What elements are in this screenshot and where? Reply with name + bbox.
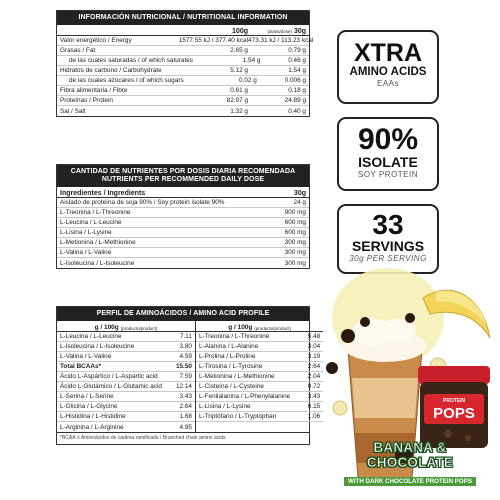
nutrition-value-100g: 1.54 g: [242, 57, 261, 64]
amino-row: [57, 382, 195, 392]
nutrition-label: de las cuales azúcares / of which sugars: [69, 77, 184, 84]
amino-head-left: g / 100g: [94, 324, 119, 331]
nutrition-row: [57, 46, 309, 56]
amino-value: 4.95: [179, 423, 192, 431]
amino-label: L-Metionina / L-Methionine: [198, 373, 275, 380]
amino-row: [196, 332, 323, 342]
amino-title: PERFIL DE AMINOÁCIDOS / AMINO ACID PROFILE: [57, 307, 309, 321]
dose-head-label: Ingredientes / Ingredients: [60, 190, 146, 197]
amino-value: 4.59: [179, 353, 192, 360]
nutrition-label: Fibra alimentaria / Fibre: [60, 87, 128, 94]
amino-value: 2.04: [307, 373, 321, 380]
nutrition-value-100g: 1577.55 kJ / 377.40 kcal: [178, 37, 248, 44]
nutrition-column-header: [57, 25, 309, 36]
badge-servings-small: 30g PER SERVING: [349, 254, 427, 263]
badge-xtra-big: XTRA: [353, 39, 423, 67]
nutrition-value-100g: 2.65 g: [230, 47, 248, 54]
dose-label: L-Isoleucina / L-Isoleucine: [60, 259, 135, 267]
badge-isolate-small: SOY PROTEIN: [357, 170, 419, 179]
amino-label: L-Lisina / L-Lysine: [198, 403, 251, 410]
dose-column-header: [57, 187, 309, 198]
nutrition-row: [57, 66, 309, 76]
dose-title: [57, 165, 309, 187]
nutrition-row: [57, 76, 309, 86]
amino-table: [56, 306, 321, 445]
amino-label: L-Prolina / L-Proline: [198, 353, 256, 360]
dose-table: [56, 164, 310, 269]
badge-xtra-amino: [337, 30, 439, 104]
nutrition-value-dose: 0.79 g: [288, 47, 306, 54]
amino-head-right: g / 100g: [228, 324, 253, 331]
amino-left-column: [57, 321, 195, 432]
dose-title-en: NUTRIENTS PER RECOMMENDED DAILY DOSE: [101, 176, 265, 183]
amino-label: Ácido L-Aspártico / L-Aspartic acid: [60, 373, 158, 380]
flavor-name: BANANA & CHOCOLATE: [366, 440, 454, 470]
nutrition-value-dose: 0.46 g: [288, 57, 306, 64]
amino-value: 3.19: [307, 353, 321, 360]
badge-isolate-mid: ISOLATE: [358, 154, 418, 170]
amino-value: 12.14: [175, 383, 192, 390]
amino-right-header: [196, 321, 323, 332]
amino-label: Total BCAAs*: [60, 363, 102, 370]
dose-value: 600 mg: [284, 219, 306, 226]
badge-servings-mid: SERVINGS: [351, 238, 425, 254]
dose-value: 600 mg: [284, 229, 306, 236]
amino-row: [57, 372, 195, 382]
amino-row: [196, 392, 323, 402]
badge-xtra-mid: AMINO ACIDS: [349, 66, 427, 78]
col-dose-value: 30g: [293, 28, 306, 35]
nutrition-label: Grasas / Fat: [60, 47, 96, 54]
nutrition-value-100g: 0.02 g: [238, 77, 257, 84]
amino-label: L-Valina / L-Valine: [60, 353, 112, 360]
badge-servings-big: 33: [372, 209, 404, 240]
dose-row: [57, 248, 309, 258]
amino-label: Ácido L-Glutámico / L-Glutamic acid: [60, 383, 162, 390]
nutrition-row: [57, 106, 309, 116]
nutrition-value-100g: 0.61 g: [230, 87, 248, 94]
amino-value: 1.06: [307, 413, 321, 420]
badge-isolate-big: 90%: [357, 123, 419, 156]
amino-value: 1.68: [179, 413, 192, 420]
dose-row: [57, 228, 309, 238]
nutrition-value-dose: 0.006 g: [284, 77, 306, 84]
dose-head-value: 30g: [293, 190, 306, 197]
nutrition-title: INFORMACIÓN NUTRICIONAL / NUTRITIONAL INFORMATION: [57, 11, 309, 25]
nutrition-row: [57, 96, 309, 106]
nutrition-value-dose: 24.89 g: [284, 97, 306, 104]
nutrition-value-100g: 5.12 g: [230, 67, 248, 74]
dose-label: L-Leucina / L-Leucine: [60, 219, 122, 226]
nutrition-row: [57, 36, 314, 46]
choco-ball-icon: [341, 329, 355, 343]
dose-row: [57, 208, 309, 218]
jar-brand: PROTEIN: [442, 398, 466, 404]
flavor-subtitle: WITH DARK CHOCOLATE PROTEIN POPS: [344, 477, 476, 486]
amino-row: [196, 402, 323, 412]
amino-right-column: [195, 321, 323, 432]
dose-row: [57, 218, 309, 228]
jar-lid: [418, 366, 490, 384]
amino-row: [196, 382, 323, 392]
amino-row: [57, 352, 195, 362]
amino-value: 7.11: [179, 333, 192, 340]
nutrition-value-100g: 82.97 g: [226, 97, 248, 104]
amino-value: 15.50: [175, 363, 192, 370]
amino-value: 5.48: [307, 333, 321, 340]
dose-label: L-Metionina / L-Methionine: [60, 239, 136, 246]
nutrition-value-dose: 0.40 g: [288, 107, 306, 115]
amino-row: [196, 362, 323, 372]
amino-value: 2.64: [179, 403, 192, 410]
dose-value: 900 mg: [284, 209, 306, 216]
amino-columns: [57, 321, 321, 432]
nutrition-label: de las cuales saturadas / of which saturates: [69, 57, 193, 64]
nutrition-row: [57, 86, 309, 96]
dose-row: [57, 258, 309, 268]
flavor-caption: [330, 440, 490, 488]
amino-value: 3.80: [179, 343, 192, 350]
dose-value: 300 mg: [284, 249, 306, 256]
nutrition-label: Sal / Salt: [60, 107, 86, 115]
dose-label: Aislado de proteína de soja 90% / Soy protein isolate 90%: [60, 199, 225, 206]
amino-row: [57, 332, 195, 342]
nutrition-row: [57, 56, 309, 66]
amino-label: L-Treonina / L-Threonine: [198, 333, 270, 340]
amino-row: [196, 342, 323, 352]
dose-title-es: CANTIDAD DE NUTRIENTES POR DOSIS DIARIA RECOMENDADA: [70, 168, 296, 175]
amino-label: L-Arginina / L-Arginine: [60, 423, 124, 431]
amino-row: [57, 422, 195, 432]
amino-label: L-Alanina / L-Alanine: [198, 343, 259, 350]
amino-left-header: [57, 321, 195, 332]
dose-value: 300 mg: [284, 239, 306, 246]
nutrition-value-dose: 1.54 g: [288, 67, 306, 74]
amino-right-rows: [196, 332, 323, 432]
col-dose: [248, 28, 306, 35]
amino-label: L-Histidina / L-Histidine: [60, 413, 126, 420]
amino-head-note-right: (producto/product): [254, 326, 291, 331]
amino-row: [57, 402, 195, 412]
nutrition-value-dose: 0.18 g: [288, 87, 306, 94]
col-dose-note: (dosis/dose): [267, 29, 292, 34]
amino-label: L-Fenilalanina / L-Phenylalanine: [198, 393, 291, 400]
amino-head-note-left: (producto/product): [120, 326, 158, 331]
amino-value: 3.43: [179, 393, 192, 400]
amino-label: L-Leucina / L-Leucine: [60, 333, 122, 340]
amino-value: 0.72: [307, 383, 321, 390]
nutrition-label: Valor energético / Energy: [60, 37, 132, 44]
amino-value: 3.04: [307, 343, 321, 350]
amino-row: [196, 412, 323, 422]
amino-row-empty: [196, 422, 323, 432]
dose-label: L-Lisina / L-Lysine: [60, 229, 112, 236]
badge-xtra-small: EAAs: [376, 79, 399, 88]
amino-value: 3.43: [307, 393, 321, 400]
amino-label: L-Tirosina / L-Tyrosine: [198, 363, 263, 370]
amino-value: 7.59: [179, 373, 192, 380]
badge-isolate: [337, 117, 439, 191]
amino-row: [57, 342, 195, 352]
nutrition-value-100g: 1.32 g: [230, 107, 248, 115]
amino-row: [57, 362, 195, 372]
dose-rows: [57, 198, 309, 268]
nutrition-rows: [57, 36, 314, 116]
dose-label: L-Valina / L-Valine: [60, 249, 112, 256]
amino-value: 2.64: [307, 363, 321, 370]
dose-value: 24 g: [293, 199, 306, 206]
amino-label: L-Glicina / L-Glycine: [60, 403, 118, 410]
amino-label: L-Cisteína / L-Cysteine: [198, 383, 264, 390]
amino-row: [57, 392, 195, 402]
amino-label: L-Isoleucina / L-Isoleucine: [60, 343, 135, 350]
col-100g: 100g: [232, 28, 248, 35]
nutrition-value-dose: 473.31 kJ / 113.23 kcal: [248, 37, 314, 44]
amino-footnote: *BCAA´s Aminoácidos de cadena ramificada / Branched chain amino acids: [57, 432, 309, 444]
jar-name: POPS: [433, 405, 475, 422]
amino-row: [57, 412, 195, 422]
amino-label: L-Triptófano / L-Tryptophan: [198, 413, 277, 420]
amino-value: 6.15: [307, 403, 321, 410]
dose-row: [57, 238, 309, 248]
dose-label: L-Treonina / L-Threonine: [60, 209, 131, 216]
nutrition-label: Hidratos de carbono / Carbohydrate: [60, 67, 162, 74]
nutrition-table: [56, 10, 314, 117]
amino-left-rows: [57, 332, 195, 432]
nutrition-label: Proteínas / Protein: [60, 97, 113, 104]
dose-value: 300 mg: [284, 259, 306, 267]
dose-row: [57, 198, 309, 208]
amino-row: [196, 372, 323, 382]
amino-label: L-Serina / L-Serine: [60, 393, 114, 400]
amino-row: [196, 352, 323, 362]
